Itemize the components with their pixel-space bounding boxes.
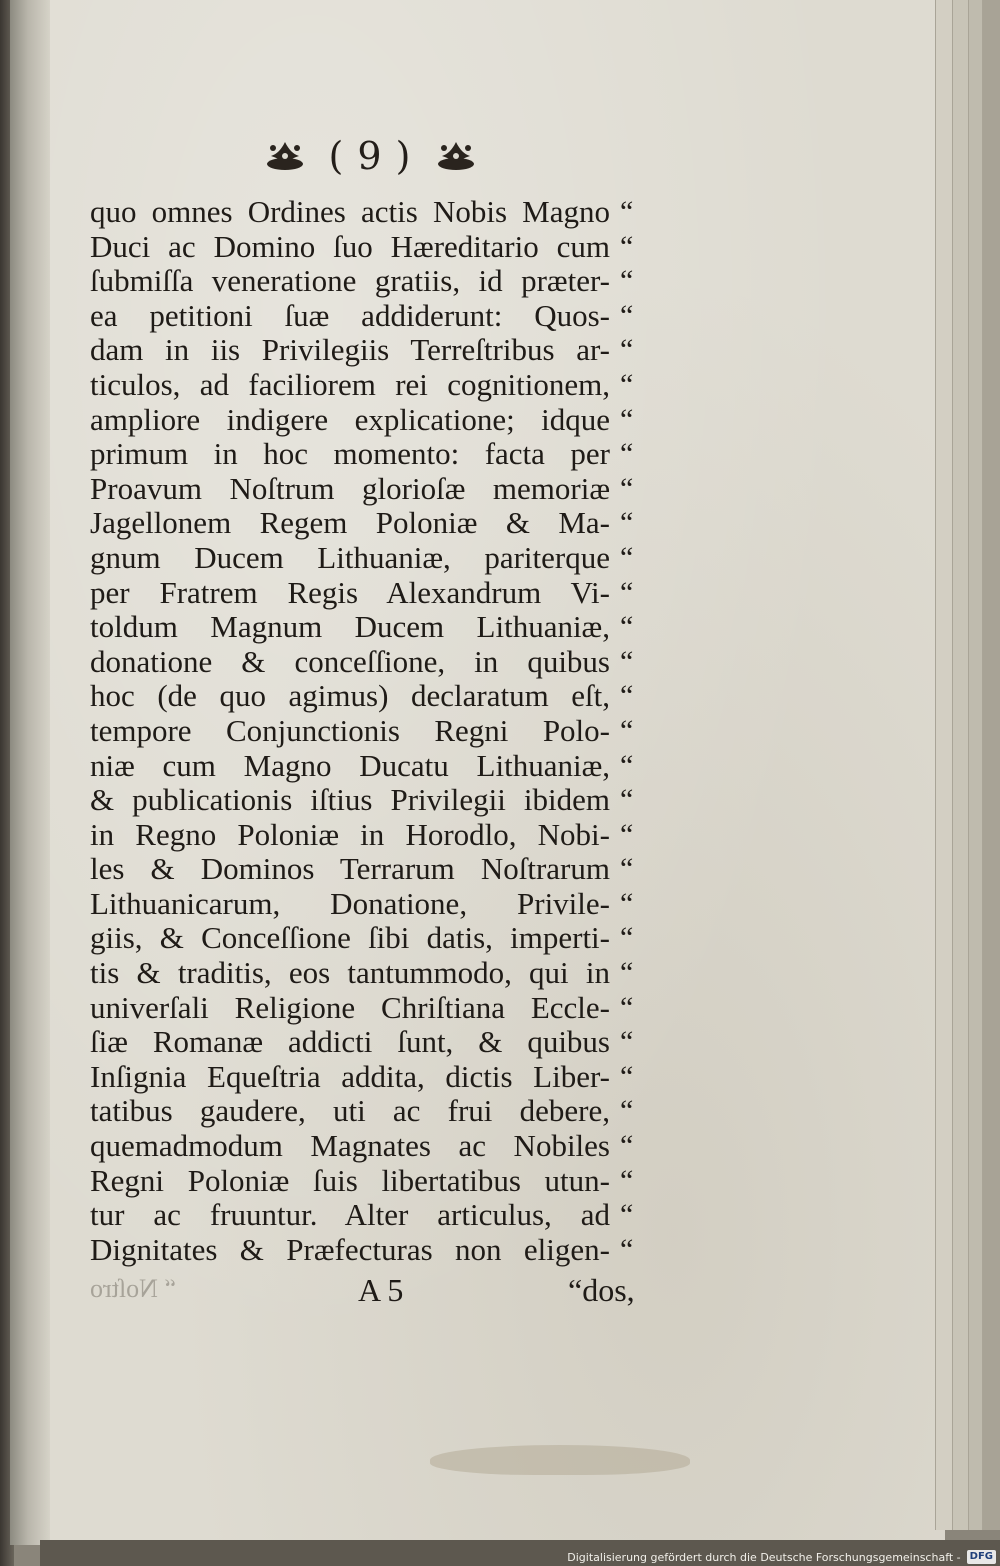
line-text: quemadmodum Magnates ac Nobiles (90, 1129, 610, 1164)
text-line (90, 749, 650, 784)
text-line (90, 818, 650, 853)
fleuron-left-icon (263, 138, 307, 174)
line-text: donatione & conceſſione, in quibus (90, 644, 610, 679)
marginal-quote-mark: “ (620, 1025, 634, 1059)
line-text: ticulos, ad faciliorem rei cognitionem, (90, 367, 610, 402)
line-text: ea petitioni ſuæ addiderunt: Quos- (90, 298, 610, 333)
marginal-quote-mark: “ (620, 333, 634, 367)
marginal-quote-mark: “ (620, 610, 634, 644)
line-text: Duci ac Domino ſuo Hæreditario cum (90, 229, 610, 264)
body-text (90, 195, 650, 1267)
text-line (90, 299, 650, 334)
dfg-logo: DFG (967, 1550, 996, 1564)
marginal-quote-mark: “ (620, 229, 634, 263)
text-line (90, 679, 650, 714)
page-edge (982, 0, 1000, 1530)
marginal-quote-mark: “ (620, 990, 634, 1024)
marginal-quote-mark: “ (620, 437, 634, 471)
marginal-quote-mark: “ (620, 367, 634, 401)
text-line (90, 437, 650, 472)
line-text: in Regno Poloniæ in Horodlo, Nobi- (90, 817, 610, 852)
line-text: tur ac fruuntur. Alter articulus, ad (90, 1198, 610, 1233)
text-line (90, 921, 650, 956)
line-text: toldum Magnum Ducem Lithuaniæ, (90, 610, 610, 645)
text-line (90, 506, 650, 541)
text-line (90, 264, 650, 299)
marginal-quote-mark: “ (620, 921, 634, 955)
text-line (90, 333, 650, 368)
text-line (90, 1025, 650, 1060)
text-line (90, 887, 650, 922)
page-footer (90, 1272, 650, 1312)
text-line (90, 1233, 650, 1268)
line-text: Jagellonem Regem Poloniæ & Ma- (90, 506, 610, 541)
page-header (240, 126, 500, 186)
line-text: ampliore indigere explicatione; idque (90, 402, 610, 437)
line-text: per Fratrem Regis Alexandrum Vi- (90, 575, 610, 610)
line-text: hoc (de quo agimus) declaratum eſt, (90, 679, 610, 714)
marginal-quote-mark: “ (620, 852, 634, 886)
line-text: tempore Conjunctionis Regni Polo- (90, 713, 610, 748)
marginal-quote-mark: “ (620, 1163, 634, 1197)
line-text: Regni Poloniæ ſuis libertatibus utun- (90, 1163, 610, 1198)
text-line (90, 783, 650, 818)
marginal-quote-mark: “ (620, 1059, 634, 1093)
line-text: univerſali Religione Chriſtiana Eccle- (90, 990, 610, 1025)
marginal-quote-mark: “ (620, 1232, 634, 1266)
catchword: “dos, (568, 1272, 635, 1308)
line-text: & publicationis iſtius Privilegii ibidem (90, 783, 610, 818)
text-line (90, 1129, 650, 1164)
line-text: ſiæ Romanæ addicti ſunt, & quibus (90, 1025, 610, 1060)
line-text: quo omnes Ordines actis Nobis Magno (90, 195, 610, 229)
line-text: les & Dominos Terrarum Noſtrarum (90, 852, 610, 887)
text-line (90, 195, 650, 230)
marginal-quote-mark: “ (620, 644, 634, 678)
line-text: Inſignia Equeſtria addita, dictis Liber- (90, 1059, 610, 1094)
line-text: gnum Ducem Lithuaniæ, pariterque (90, 540, 610, 575)
marginal-quote-mark: “ (620, 1198, 634, 1232)
marginal-quote-mark: “ (620, 575, 634, 609)
marginal-quote-mark: “ (620, 195, 634, 228)
text-line (90, 714, 650, 749)
line-text: primum in hoc momento: facta per (90, 437, 610, 472)
text-line (90, 368, 650, 403)
text-line (90, 576, 650, 611)
marginal-quote-mark: “ (620, 748, 634, 782)
text-line (90, 956, 650, 991)
marginal-quote-mark: “ (620, 471, 634, 505)
page-number: ( 9 ) (328, 134, 412, 178)
marginal-quote-mark: “ (620, 1129, 634, 1163)
fleuron-right-icon (434, 138, 478, 174)
text-line (90, 1060, 650, 1095)
marginal-quote-mark: “ (620, 298, 634, 332)
signature-mark: A 5 (358, 1272, 404, 1308)
line-text: niæ cum Magno Ducatu Lithuaniæ, (90, 748, 610, 783)
marginal-quote-mark: “ (620, 956, 634, 990)
text-line (90, 1198, 650, 1233)
line-text: Proavum Noſtrum glorioſæ memoriæ (90, 471, 610, 506)
text-line (90, 610, 650, 645)
text-line (90, 1164, 650, 1199)
marginal-quote-mark: “ (620, 783, 634, 817)
paper-stain (430, 1445, 690, 1475)
text-line (90, 852, 650, 887)
text-line (90, 230, 650, 265)
marginal-quote-mark: “ (620, 402, 634, 436)
marginal-quote-mark: “ (620, 506, 634, 540)
bleed-through-text: “ Noſtro (90, 1274, 176, 1303)
credit-text: Digitalisierung gefördert durch die Deutsche Forschungsgemeinschaft - (567, 1550, 961, 1564)
text-line (90, 991, 650, 1026)
text-line (90, 472, 650, 507)
binding-gutter (10, 0, 50, 1545)
text-line (90, 541, 650, 576)
line-text: Dignitates & Præfecturas non eligen- (90, 1232, 610, 1267)
marginal-quote-mark: “ (620, 1094, 634, 1128)
line-text: tatibus gaudere, uti ac frui debere, (90, 1094, 610, 1129)
line-text: tis & traditis, eos tantummodo, qui in (90, 956, 610, 991)
marginal-quote-mark: “ (620, 886, 634, 920)
line-text: dam in iis Privilegiis Terreſtribus ar- (90, 333, 610, 368)
marginal-quote-mark: “ (620, 817, 634, 851)
line-text: ſubmiſſa veneratione gratiis, id præter- (90, 264, 610, 299)
line-text: Lithuanicarum, Donatione, Privile- (90, 886, 610, 921)
marginal-quote-mark: “ (620, 713, 634, 747)
marginal-quote-mark: “ (620, 679, 634, 713)
marginal-quote-mark: “ (620, 540, 634, 574)
digitization-credit (567, 1549, 996, 1565)
text-line (90, 645, 650, 680)
line-text: giis, & Conceſſione ſibi datis, imperti- (90, 921, 610, 956)
marginal-quote-mark: “ (620, 264, 634, 298)
text-line (90, 1094, 650, 1129)
text-line (90, 403, 650, 438)
